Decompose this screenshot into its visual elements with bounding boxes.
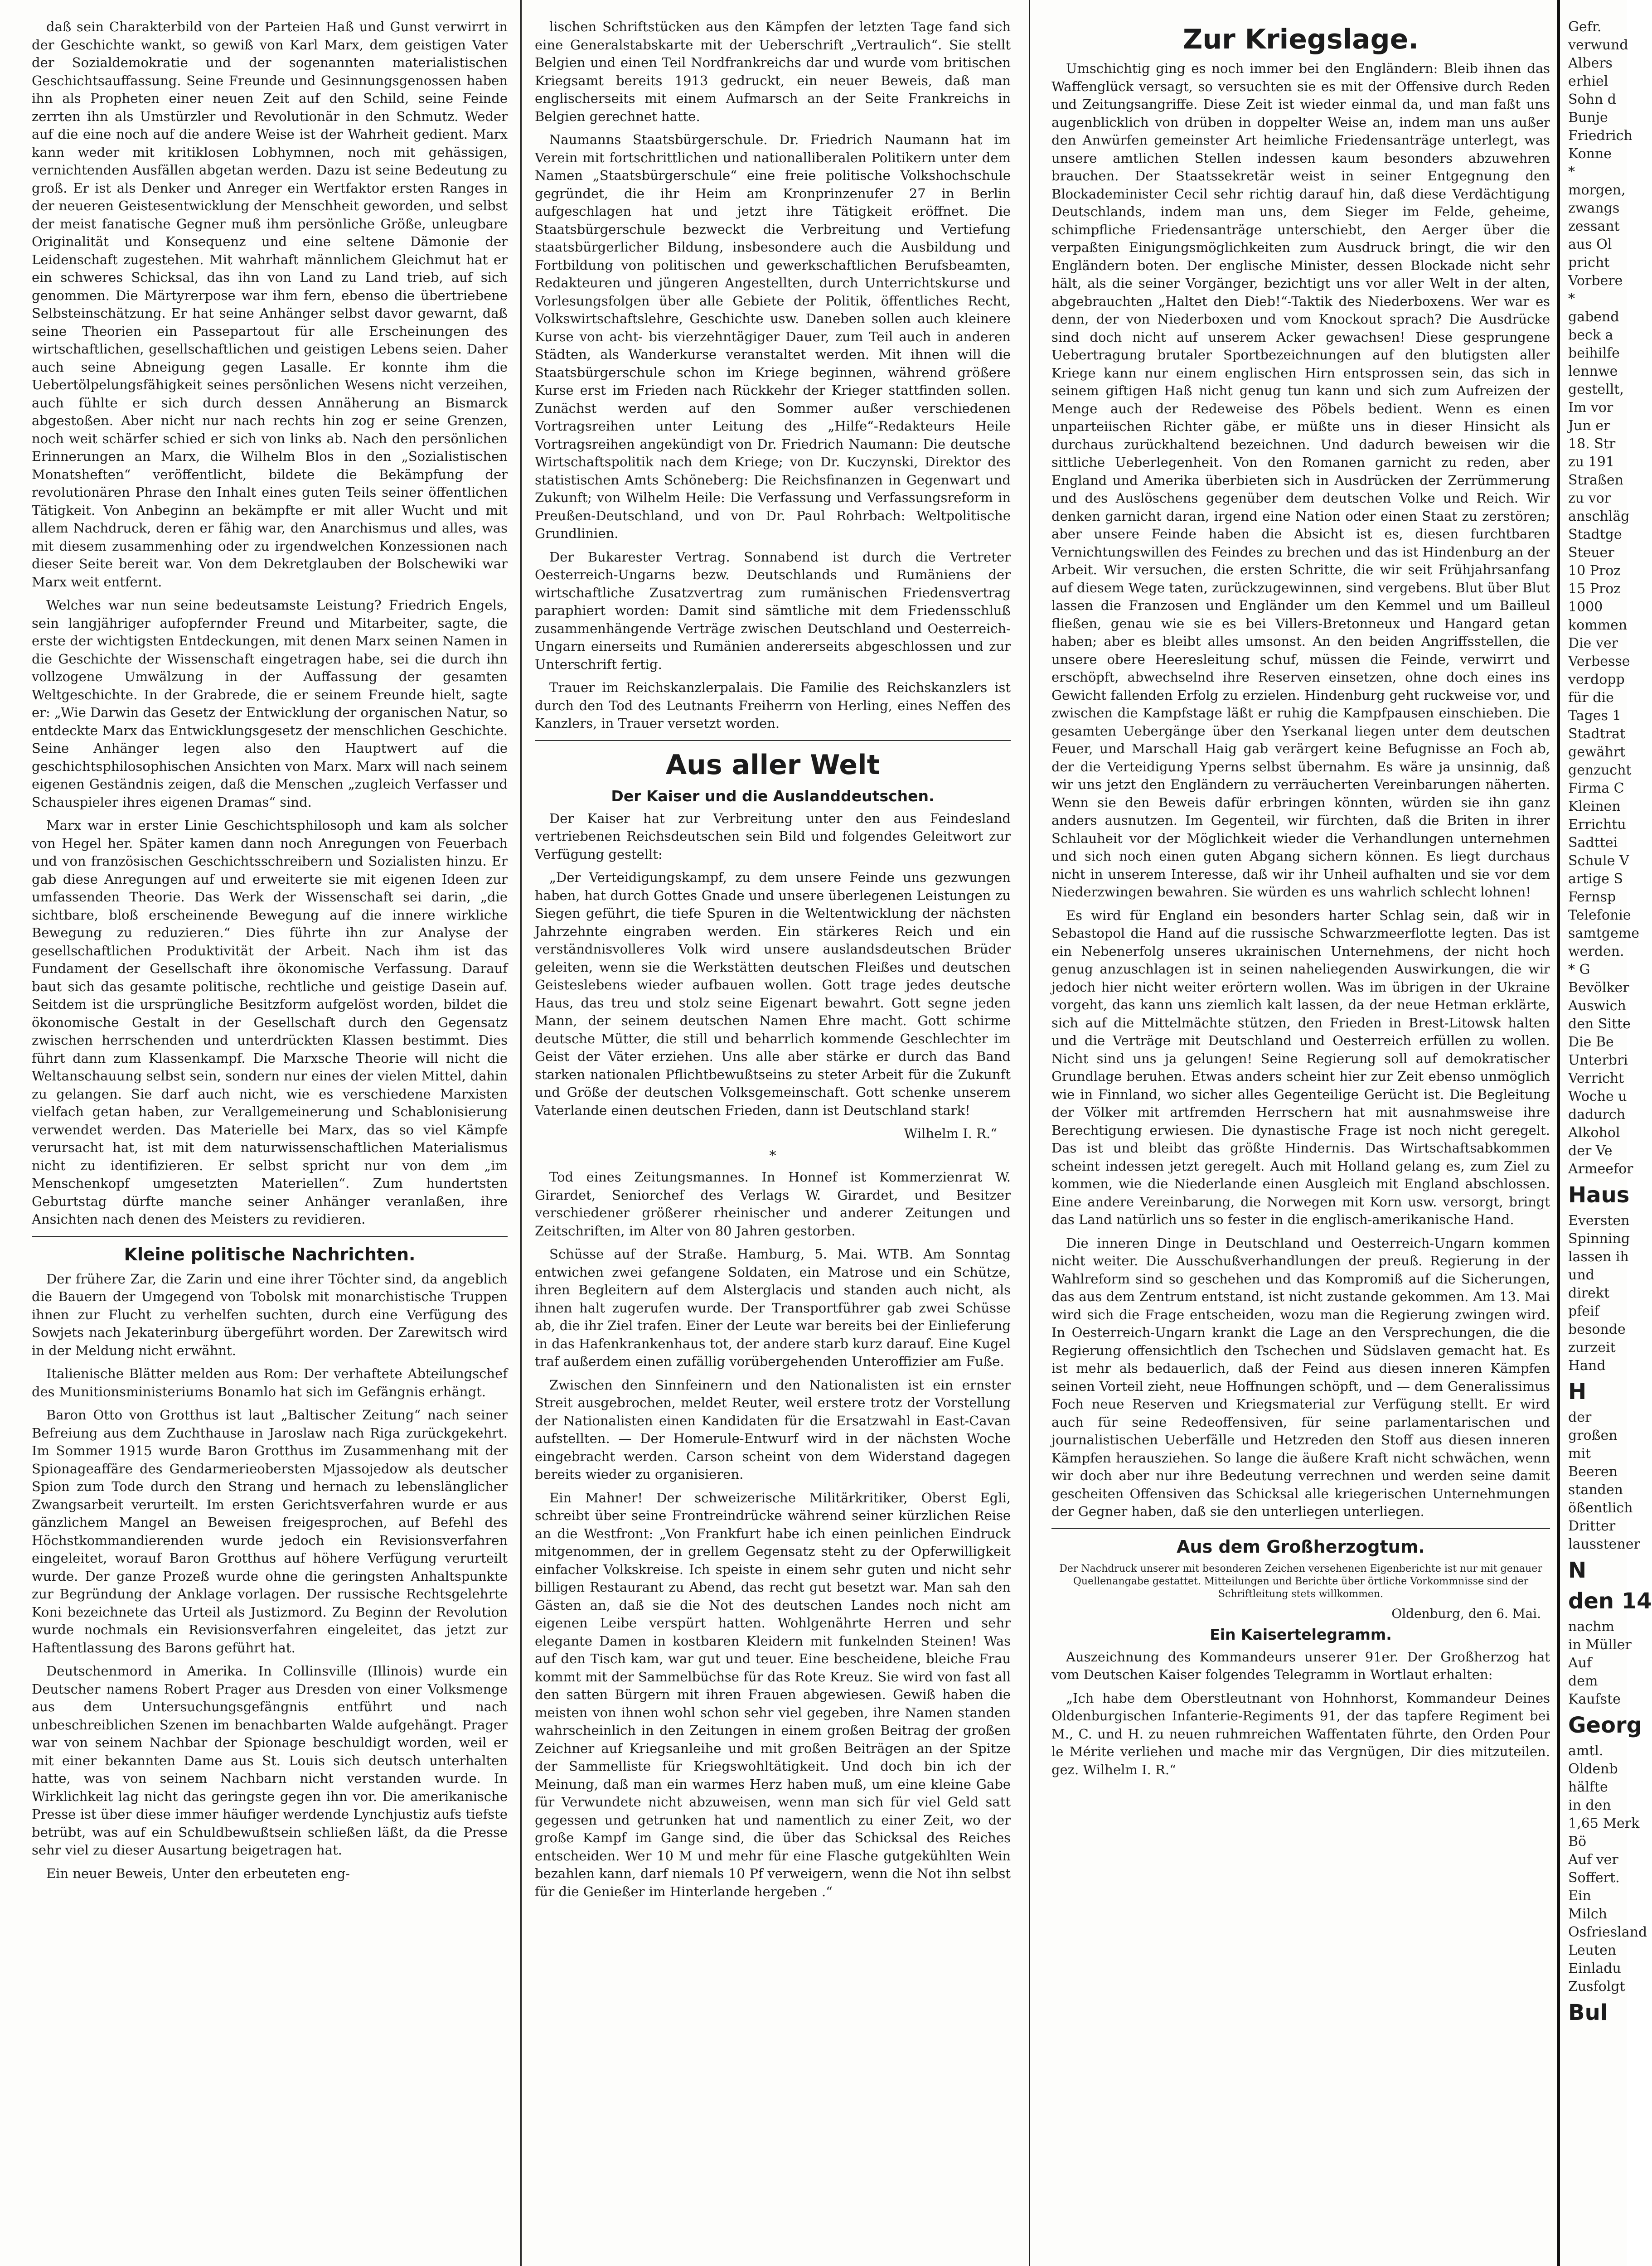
fragment-line: Zusfolgt [1568, 1979, 1625, 1995]
fragment-line: Stadtge [1568, 527, 1622, 542]
fragment-line: den 14 [1568, 1588, 1652, 1614]
fragment-line: Die Be [1568, 1034, 1614, 1050]
fragment-line: Schule V [1568, 853, 1629, 869]
telegram-paragraph: Auszeichnung des Kommandeurs unserer 91er. Der Großherzog hat vom Deutschen Kaiser folgendes Telegramm in Wortlaut erhalten: [1051, 1649, 1550, 1682]
fragment-line: gabend [1568, 309, 1619, 325]
fragment-line: Albers [1568, 55, 1613, 71]
news-item: Trauer im Reichskanzlerpalais. Die Familie des Reichskanzlers ist durch den Tod des Leutnants Freiherrn von Herling, eines Neffen des Kanzlers, in Trauer versetzt worden. [535, 680, 1011, 731]
news-item: Baron Otto von Grotthus ist laut „Baltischer Zeitung“ nach seiner Befreiung aus dem Zuchthause in Jaroslaw nach Riga zurückgekehrt. Im Sommer 1915 wurde Baron Grotthus im Zusammenhang mit der Spionageaffäre des Gendarmerieobersten Mjassojedow als deutscher Spion zum Tode durch den Strang und hernach zu lebenslänglicher Zwangsarbeit verurteilt. Im ersten Gerichtsverfahren wurde er aus gänzlichem Mangel an Beweisen freigesprochen, auf Befehl des Höchstkommandierenden wurde jedoch ein Revisionsverfahren eingeleitet, worauf Baron Grotthus auf höhere Verfügung verurteilt wurde. Der ganze Prozeß wurde ohne die geringsten Anhaltspunkte zur Begründung der Anklage vorlagen. Der russische Rechtsgelehrte Koni bezeichnete das Urteil als Justizmord. Zu Beginn der Revolution wurde nochmals ein Revisionsverfahren eingeleitet, das jetzt zur Haftentlassung des Barons geführt hat. [32, 1407, 508, 1656]
fragment-line: lausstener [1568, 1536, 1640, 1552]
news-item: Italienische Blätter melden aus Rom: Der verhaftete Abteilungschef des Munitionsministeriums Bonamlo hat sich im Gefängnis erhängt. [32, 1366, 508, 1399]
fragment-line: beihilfe [1568, 345, 1620, 361]
fragment-line: direkt [1568, 1285, 1610, 1301]
fragment-line: großen [1568, 1428, 1618, 1443]
fragment-line: und [1568, 1267, 1594, 1283]
fragment-line: Haus [1568, 1182, 1630, 1208]
fragment-line: aus Ol [1568, 237, 1612, 252]
marx-article-paragraph: Marx war in erster Linie Geschichtsphilosoph und kam als solcher von Hegel her. Später kamen dann noch Anregungen von Feuerbach und von französischen Geschichtsschreibern und Sozialisten hinzu. Er gab diese Anregungen auf und erweiterte sie mit eigenen Ideen zur umfassenden Theorie. Das Werk der Wissenschaft sei darin, „die sichtbare, bloß erscheinende Bewegung auf die innere wirkliche Bewegung zu reduzieren.“ Dies führte ihn zur Analyse der gesellschaftlichen Produktivität der Arbeit. Nach ihm ist das Fundament der Gesellschaft ihre ökonomische Verfassung. Darauf baut sich das gesamte politische, rechtliche und geistige Dasein auf. Seitdem ist die ursprüngliche Besitzform aufgelöst worden, bildet die ökonomische Gestalt in der Gesellschaft durch den Gegensatz zwischen herrschenden und unterdrückten Klassen bestimmt. Dies führt dann zum Klassenkampf. Die Marxsche Theorie will nicht die Weltanschauung selbst sein, sondern nur eines der vielen Mittel, dahin zu gelangen. Sie darf auch nicht, wie es verschiedene Marxisten vielfach getan haben, zur Verallgemeinerung und Schablonisierung verwendet werden. Das Materielle bei Marx, das so viel Kämpfe verursacht hat, ist mit dem naturwissenschaftlichen Materialismus nicht zu identifizieren. Er selbst spricht nur von dem „im Menschenkopf umgesetzten Materiellen“. Zum hundertsten Geburtstag dürfte manche seiner Anhänger veranlaßen, ihre Ansichten nach denen des Meisters zu revidieren. [32, 818, 508, 1227]
fragment-line: Gefr. [1568, 19, 1602, 35]
section-headline: Kleine politische Nachrichten. [124, 1244, 416, 1264]
column-2 [535, 18, 1011, 2266]
fragment-line: dadurch [1568, 1107, 1626, 1123]
war-article-paragraph: Umschichtig ging es noch immer bei den Engländern: Bleib ihnen das Waffenglück versagt, so versuchten sie es mit der Offensive durch Reden und Zeitungsangriffe. Diese Zeit ist wieder einmal da, und man faßt uns augenblicklich von drüben in doppelter Weise an, indem man uns außer den Anwürfen gemeinster Art heimliche Friedensanträge unterlegt, was unsere amtlichen Stellen indessen kaum besonders abzuwehren brauchen. Der Staatssekretär weist in seiner Entgegnung den Blockademinister Cecil sehr richtig darauf hin, daß diese Verdächtigung Deutschlands, indem man uns, dem Sieger im Felde, geheime, schimpfliche Friedensanträge unterschiebt, den Aerger über die verpaßten Einigungsmöglichkeiten zum Ausdruck bringt, die wir den Engländern boten. Der englische Minister, dessen Blockade nicht sehr hält, als die seiner Vorgänger, bezichtigt uns vor aller Welt in der alten, abgebrauchten „Haltet den Dieb!“-Taktik des Niederboxens. Wer war es denn, der von Niederboxen und vom Knockout sprach? Die Ausdrücke sind doch nicht auf unserem Acker gewachsen! Diese gesprungene Uebertragung brutaler Sportbezeichnungen auf den blutigsten aller Kriege kann nur einem englischen Hirn entsprossen sein, das sich in seinem giftigen Haß nicht genug tun kann und sich zum Aufreizen der Menge auch der Redeweise des Pöbels bedient. Wenn es einen unparteiischen Richter gäbe, er müßte uns in dieser Hinsicht als durchaus zurückhaltend bezeichnen. Und dadurch beweisen wir die sittliche Ueberlegenheit. Von den Romanen garnicht zu reden, aber England und Amerika überbieten sich in Ausdrücken der Zerrümmerung und des Auslöschens gegenüber dem deutschen Volke und Reich. Wir denken garnicht daran, irgend eine Nation oder einen Staat zu zerstören; aber unsere Feinde haben die Absicht ist es, diesen furchtbaren Vernichtungswillen des Feindes zu brechen und das ist Hindenburg an der Arbeit. Wir versuchen, die ersten Schritte, die wir seit Frühjahrsanfang auf diesem Wege taten, zurückzugewinnen, sind vergebens. Blut über Blut lassen die Franzosen und Engländer um den Kemmel und um Bailleul fließen, genau wie sie es bei Villers-Bretonneux und Hangard getan haben; aber es bleibt alles umsonst. An den beiden Angriffsstellen, die unsere obere Heeresleitung schuf, müssen die Feinde, verwirrt und erschöpft, abwechselnd ihre Reserven einsetzen, ohne doch eines ins Gewicht fallenden Erfolg zu erzielen. Hindenburg geht ruckweise vor, und zwischen die Kampfstage läßt er ruhig die Kampfpausen einschieben. Die gesamten Uebergänge über den Yserkanal liegen unter dem deutschen Feuer, und Marschall Haig gab verärgert keine Befugnisse an Foch ab, der die Verteidigung Yperns selbst übernahm. Es wäre ja unsinnig, daß wir uns jetzt den Engländern zu verräucherten Vereinbarungen näherten. Wenn sie den Beweis dafür erbringen könnten, würden sie ihn ganz anders ausnutzen. Im Gegenteil, wir fürchten, daß die Briten in ihrer Schlauheit vor der Möglichkeit wieder die Verhandlungen unternehmen und sich noch einen guten Abgang sichern können. Es liegt durchaus nicht in unserem Interesse, daß wir ihr Unheil aufhalten und sie vor dem Niederzwingen bewahren. Sie würden es uns wahrlich schlecht lohnen! [1051, 61, 1550, 900]
fragment-line: Milch [1568, 1906, 1608, 1922]
fragment-line: Straßen [1568, 472, 1623, 488]
section-headline: Aus aller Welt [665, 749, 880, 781]
fragment-line: Auswich [1568, 998, 1626, 1014]
fragment-line: 1000 [1568, 599, 1603, 615]
fragment-line: beck a [1568, 327, 1613, 343]
fragment-line: Leuten [1568, 1942, 1617, 1958]
news-item: lischen Schriftstücken aus den Kämpfen der letzten Tage fand sich eine Generalstabskarte mit der Ueberschrift „Vertraulich“. Sie stellt Belgien und einen Teil Nordfrankreichs dar und wurde vom britischen Kriegsamt bereits 1913 gedruckt, ein neuer Beweis, daß man englischerseits mit einem Aufmarsch an der Seite Frankreichs in Belgien gerechnet hatte. [535, 19, 1011, 124]
fragment-line: zwangs [1568, 200, 1620, 216]
fragment-line: 15 Proz [1568, 581, 1621, 597]
fragment-line: für die [1568, 690, 1614, 706]
fragment-line: Tages 1 [1568, 708, 1621, 724]
fragment-line: erhiel [1568, 73, 1608, 89]
fragment-line: Firma C [1568, 780, 1624, 796]
fragment-line: * [1568, 291, 1575, 307]
news-item: Der frühere Zar, die Zarin und eine ihrer Töchter sind, da angeblich die Bauern der Umgegend von Tobolsk mit monarchistische Truppen ihnen zur Flucht zu verhelfen suchten, durch eine Verfügung des Sowjets nach Jekaterinburg übergeführt worden. Der Zarewitsch wird in der Meldung nicht erwähnt. [32, 1271, 508, 1358]
fragment-line: Telefonie [1568, 907, 1631, 923]
fragment-line: pfeif [1568, 1303, 1599, 1319]
article-subheadline: Der Kaiser und die Auslanddeutschen. [611, 787, 935, 805]
news-item: Ein neuer Beweis, Unter den erbeuteten eng- [46, 1865, 350, 1881]
asterisk-separator: * [769, 1148, 776, 1164]
section-divider [1051, 1528, 1550, 1529]
marx-article-paragraph: daß sein Charakterbild von der Parteien Haß und Gunst verwirrt in der Geschichte wankt, so gewiß von Karl Marx, dem geistigen Vater der Sozialdemokratie und der sogenannten materialistischen Geschichtsauffassung. Seine Freunde und Gesinnungsgenossen haben ihn als Propheten einer neuen Zeit auf den Schild, seine Feinde zerrten ihn als Umstürzler und Revolutionär in den Schmutz. Weder auf die eine noch auf die andere Weise ist der Wahrheit gedient. Marx kann weder mit kritiklosen Lobhymnen, noch mit gehässigen, vernichtenden Ausfällen abgetan werden. Dazu ist seine Bedeutung zu groß. Er ist als Denker und Anreger ein Wertfaktor ersten Ranges in der neueren Geistesentwicklung der Menschheit geworden, und selbst der meist fanatische Gegner muß ihm persönliche Größe, unleugbare Originalität und Konsequenz und eine seltene Dämonie der Leidenschaft zugestehen. Mit wahrhaft männlichem Gleichmut hat er ein schweres Schicksal, das ihn von Land zu Land trieb, auf sich genommen. Die Märtyrerpose war ihm fern, ebenso die übertriebene Selbsteinschätzung. Er hat seine Anhänger selbst davor gewarnt, daß seine Theorien ein Passepartout für alle Erscheinungen des wirtschaftlichen, gesellschaftlichen und geistigen Lebens seien. Daher auch seine Abneigung gegen Lasalle. Er konnte ihm die Uebertölpelungsfähigkeit seines persönlichen Wesens nicht verzeihen, auch fühlte er sich durch dessen Annäherung an Bismarck abgestoßen. Aber nicht nur nach rechts hin zog er seine Grenzen, noch weit schärfer schied er sich von links ab. Nach den persönlichen Erinnerungen an Marx, die Wilhelm Blos in den „Sozialistischen Monatsheften“ veröffentlicht, bildete die Bekämpfung der revolutionären Phrase den Inhalt eines guten Teils seiner öffentlichen Tätigkeit. Von Anbeginn an bekämpfte er mit aller Wucht und mit allem Nachdruck, deren er fähig war, den Anarchismus und alles, was mit diesem zusammenhing oder zu irgendwelchen Konzessionen nach dieser Seite bereit war. Von dem Dekretglauben der Bolschewiki war Marx weit entfernt. [32, 19, 508, 590]
kaiser-signature: Wilhelm I. R.“ [904, 1126, 997, 1141]
fragment-line: zessant [1568, 218, 1620, 234]
fragment-line: Verbesse [1568, 654, 1630, 669]
fragment-line: Oldenb [1568, 1761, 1618, 1777]
news-item: Zwischen den Sinnfeinern und den Nationalisten ist ein ernster Streit ausgebrochen, meldet Reuter, weil erstere trotz der Vorstellung der Nationalisten einen Kandidaten für die Ersatzwahl in East-Cavan aufstellten. — Der Homerule-Entwurf wird in der nächsten Woche eingebracht werden. Carson scheint von dem Widerstand dagegen bereits wieder zu organisieren. [535, 1377, 1011, 1482]
fragment-line: Beeren [1568, 1464, 1618, 1480]
fragment-line: Kaufste [1568, 1691, 1621, 1707]
marx-article-paragraph: Welches war nun seine bedeutsamste Leistung? Friedrich Engels, sein langjähriger aufopfernder Freund und Mitarbeiter, sagte, die erste der wichtigsten Entdeckungen, mit denen Marx seinen Namen in die Geschichte der Wissenschaft eingetragen habe, sei die durch ihn vollzogene Umwälzung in der Auffassung der gesamten Weltgeschichte. In der Grabrede, die er seinem Freunde hielt, sagte er: „Wie Darwin das Gesetz der Entwicklung der organischen Natur, so entdeckte Marx das Entwicklungsgesetz der menschlichen Geschichte. Seine Anhänger legen also den Hauptwert auf die geschichtsphilosophischen Ansichten von Marx. Marx will nach seinem eigenen Geständnis zeigen, daß die Menschen „zugleich Verfasser und Schauspieler ihres eigenen Dramas“ sind. [32, 597, 508, 810]
fragment-line: artige S [1568, 871, 1623, 887]
fragment-line: pricht [1568, 255, 1610, 271]
column-rule [520, 0, 522, 2266]
fragment-line: anschläg [1568, 508, 1630, 524]
fragment-line: Armeefor [1568, 1161, 1633, 1177]
section-headline: Zur Kriegslage. [1182, 24, 1419, 55]
fragment-line: verdopp [1568, 672, 1625, 688]
fragment-line: * [1568, 164, 1575, 180]
fragment-line: * G [1568, 962, 1590, 978]
fragment-line: amtl. [1568, 1743, 1604, 1759]
fragment-line: genzucht [1568, 762, 1632, 778]
fragment-line: Bunje [1568, 110, 1608, 126]
fragment-line: Steuer [1568, 545, 1614, 561]
fragment-line: H [1568, 1379, 1587, 1404]
reprint-note: Der Nachdruck unserer mit besonderen Zeichen versehenen Eigenberichte ist nur mit genauer Quellenangabe gestattet. Mitteilungen und Berichte über örtliche Vorkommnisse sind der Schriftleitung stets willkommen. [1059, 1563, 1542, 1600]
telegram-paragraph: „Ich habe dem Oberstleutnant von Hohnhorst, Kommandeur Deines Oldenburgischen Infanterie-Regiments 91, der das tapfere Regiment bei M., C. und H. zu neuen ruhmreichen Waffentaten führte, den Orden Pour le Mérite verliehen und mache mir das Vergnügen, Dir dies mitzuteilen. gez. Wilhelm I. R.“ [1051, 1690, 1550, 1777]
fragment-line: der [1568, 1409, 1592, 1425]
fragment-line: Fernsp [1568, 889, 1616, 905]
news-item: Schüsse auf der Straße. Hamburg, 5. Mai. WTB. Am Sonntag entwichen zwei gefangene Soldaten, ein Matrose und ein Schütze, ihren Begleitern auf dem Alsterglacis und standen auch nicht, als ihnen halt zugerufen wurde. Der Transportführer gab zwei Schüsse ab, die ihr Ziel trafen. Einer der Leute war bereits bei der Einlieferung in das Hafenkrankenhaus tot, der andere starb kurz darauf. Eine Kugel traf außerdem einen zufällig vorübergehenden Unteroffizier am Fuße. [535, 1246, 1011, 1369]
fragment-line: in den [1568, 1797, 1611, 1813]
fragment-line: Einladu [1568, 1961, 1621, 1976]
news-item: Der Bukarester Vertrag. Sonnabend ist durch die Vertreter Oesterreich-Ungarns bezw. Deutschlands und Rumäniens der wirtschaftliche Zusatzvertrag zum rumänischen Friedensvertrag paraphiert worden: Damit sind sämtliche mit dem Friedensschluß zusammenhängende Verträge zwischen Deutschland und Oesterreich-Ungarn einerseits und Rumänien andererseits abgeschlossen und zur Unterschrift fertig. [535, 549, 1011, 672]
fragment-line: Ein [1568, 1888, 1591, 1904]
fragment-line: zu 191 [1568, 454, 1614, 470]
fragment-line: Bevölker [1568, 980, 1629, 996]
fragment-line: Dritter [1568, 1518, 1616, 1534]
column-rule [1029, 0, 1030, 2266]
fragment-line: besonde [1568, 1322, 1626, 1337]
fragment-line: Stadtrat [1568, 726, 1626, 742]
fragment-line: Soffert. [1568, 1870, 1620, 1886]
fragment-line: lassen ih [1568, 1249, 1629, 1265]
fragment-line: Osfriesland [1568, 1924, 1647, 1940]
fragment-line: N [1568, 1558, 1587, 1583]
section-headline: Aus dem Großherzogtum. [1177, 1536, 1425, 1557]
fragment-line: Kleinen [1568, 799, 1621, 814]
section-divider [535, 740, 1011, 741]
fragment-line: zurzeit [1568, 1340, 1616, 1356]
article-subheadline: Ein Kaisertelegramm. [1210, 1625, 1392, 1643]
fragment-line: Woche u [1568, 1089, 1627, 1104]
fragment-line: Sadttei [1568, 835, 1618, 851]
fragment-line: Konne [1568, 146, 1612, 162]
news-item: Deutschenmord in Amerika. In Collinsville (Illinois) wurde ein Deutscher namens Robert Prager aus Dresden von einer Volksmenge aus dem Untersuchungsgefängnis entführt und nach unbeschreiblichen Szenen im benachbarten Walde aufgehängt. Prager war von seinem Nachbar der Spionage beschuldigt worden, weil er mit einer bekannten Dame aus St. Louis sich deutsch unterhalten hatte, was von seinem Nachbarn nicht verstanden wurde. In Wirklichkeit lag nicht das geringste gegen ihn vor. Die amerikanische Presse ist über diese immer häufiger werdende Lynchjustiz aufs tiefste betrübt, was auf ein Schuldbewußtsein schließen läßt, da die Presse sehr viel zu dieser Ausartung beigetragen hat. [32, 1663, 508, 1858]
fragment-line: Unterbri [1568, 1052, 1628, 1068]
fragment-line: Auf ver [1568, 1852, 1618, 1868]
news-item: Naumanns Staatsbürgerschule. Dr. Friedrich Naumann hat im Verein mit fortschrittlichen und nationalliberalen Politikern unter dem Namen „Staatsbürgerschule“ eine freie politische Volkshochschule gegründet, die ihr Heim am Kronprinzenufer 27 in Berlin aufgeschlagen hat und jetzt ihre Tätigkeit eröffnet. Die Staatsbürgerschule bezweckt die Verbreitung und Vertiefung staatsbürgerlicher Bildung, insbesondere auch die Ausbildung und Fortbildung von politischen und gewerkschaftlichen Berufsbeamten, Redakteuren und jüngeren Angestellten, durch Unterrichtskurse und Vorlesungsfolgen über alle Gebiete der Politik, öffentliches Recht, Volkswirtschaftslehre, Geschichte usw. Daneben sollen auch kleinere Kurse von acht- bis vierzehntägiger Dauer, zum Teil auch in anderen Städten, als Wanderkurse veranstaltet werden. Mit ihnen will die Staatsbürgerschule schon im Kriege beginnen, während größere Kurse erst im Frieden nach Rückkehr der Krieger stattfinden sollen. Zunächst werden auf den Sommer außer verschiedenen Vortragsreihen unter Leitung des „Hilfe“-Redakteurs Heile Vortragsreihen angekündigt von Dr. Friedrich Naumann: Die deutsche Wirtschaftspolitik nach dem Kriege; von Dr. Kuczynski, Direktor des statistischen Amts Schöneberg: Die Reichsfinanzen in Gegenwart und Zukunft; von Wilhelm Heile: Die Verfassung und Verfassungsreform in Preußen-Deutschland, und von Dr. Paul Rohrbach: Weltpolitische Grundlinien. [535, 132, 1011, 541]
fragment-line: Verricht [1568, 1070, 1624, 1086]
fragment-line: Spinning [1568, 1231, 1630, 1247]
war-article-paragraph: Es wird für England ein besonders harter Schlag sein, daß wir in Sebastopol die Hand auf die russische Schwarzmeerflotte legten. Das ist ein Nebenerfolg unseres ukrainischen Unternehmens, der nicht hoch genug anzuschlagen ist in seinen naheliegenden Auswirkungen, die wir jedoch hier nicht weiter erörtern wollen. Was im übrigen in der Ukraine vorgeht, das kann uns ziemlich kalt lassen, da der neue Hetman erklärte, sich auf die Mittelmächte stützen, den Frieden in Brest-Litowsk halten und die Verträge mit Deutschland und Oesterreich erfüllen zu wollen. Nicht sind uns ja gelungen! Seine Regierung soll auf demokratischer Grundlage beruhen. Etwas anders scheint hier zur Zeit ebenso unmöglich wie in Finnland, wo sicher alles Gegenteilige Gerücht ist. Die Begleitung der Völker mit artfremden Herrschern hat mit ausnahmsweise ihre Berechtigung erwiesen. Die dynastische Frage ist noch nicht geregelt. Das ist und bleibt das größte Hindernis. Das Wirtschaftsabkommen scheint indessen jetzt geregelt. Auch mit Holland gelang es, zum Ziel zu kommen, wie die Niederlande einen Ausgleich mit England abschlossen. Eine andere Vereinbarung, die Norwegen mit Korn usw. versorgt, bringt das Land natürlich uns so fester in die englisch-amerikanische Hand. [1051, 907, 1550, 1227]
fragment-line: kommen [1568, 617, 1628, 633]
column-1 [32, 18, 508, 2266]
fragment-line: werden. [1568, 944, 1624, 959]
fragment-line: Friedrich [1568, 128, 1633, 144]
fragment-line: Sohn d [1568, 92, 1616, 107]
fragment-line: Vorbere [1568, 273, 1623, 289]
fragment-line: samtgeme [1568, 925, 1639, 941]
fragment-line: Hand [1568, 1358, 1606, 1374]
news-item: Tod eines Zeitungsmannes. In Honnef ist Kommerzienrat W. Girardet, Seniorchef des Verlags W. Girardet, und Besitzer verschiedener größerer rheinischer und anderer Zeitungen und Zeitschriften, im Alter von 80 Jahren gestorben. [535, 1169, 1011, 1239]
fragment-line: Bul [1568, 2000, 1608, 2025]
fragment-line: hälfte [1568, 1779, 1608, 1795]
fragment-line: nachm [1568, 1619, 1614, 1635]
page-gutter [1557, 0, 1560, 2266]
fragment-line: 18. Str [1568, 436, 1616, 452]
section-divider [32, 1236, 508, 1237]
fragment-line: Georg [1568, 1713, 1642, 1738]
news-item: Ein Mahner! Der schweizerische Militärkritiker, Oberst Egli, schreibt über seine Frontreindrücke während seiner kürzlichen Reise an die Westfront: „Von Frankfurt habe ich einen peinlichen Eindruck mitgenommen, der in grellem Gegensatz steht zu der Opferwilligkeit einfacher Volkskreise. Ich speiste in einem sehr guten und nicht sehr billigen Restaurant zu Abend, das recht gut besetzt war. Man sah den Gästen an, daß sie die Not des deutschen Landes noch nicht am eigenen Leibe verspürt hatten. Wohlgenährte Herren und sehr elegante Damen in kostbaren Kleidern mit funkelnden Steinen! Was auf den Tisch kam, war gut und teuer. Eine bescheidene, bleiche Frau kommt mit der Sammelbüchse für das Rote Kreuz. Sie wird von fast all den satten Bürgern mit ihren Frauen abgewiesen. Gewiß haben die meisten von ihnen wohl schon sehr viel gegeben, ihre Namen standen wahrscheinlich in den Zeitungen in einem großen Beitrag der großen Zeichner auf Kriegsanleihe und mit großen Beiträgen an der Spitze der Sammelliste für Kriegswohltätigkeit. Und doch bin ich der Meinung, daß man ein warmes Herz haben muß, um eine kleine Gabe für Verwundete nicht abzuweisen, wenn man sich für viel Geld satt gegessen und getrunken hat und namentlich zu einer Zeit, wo der große Kampf im Gange sind, die über das Schicksal des Reiches entscheiden. Wer 10 M und mehr für eine Flasche gutgekühlten Wein bezahlen kann, darf niemals 10 Pf verweigern, wenn die Not ihn selbst für die Genießer im Hinterlande hergeben .“ [535, 1490, 1011, 1899]
fragment-line: Alkohol [1568, 1125, 1620, 1141]
war-article-paragraph: Die inneren Dinge in Deutschland und Oesterreich-Ungarn kommen nicht weiter. Die Ausschußverhandlungen der preuß. Regierung in der Wahlreform sind so geschehen und das Kompromiß auf die Sicherungen, das aus dem Zentrum entstand, ist nicht zustande gekommen. Am 13. Mai wird sich die Frage entscheiden, wozu man die Regierung zwingen wird. In Oesterreich-Ungarn krankt die Lage an den Versprechungen, die die Regierung offensichtlich den Tschechen und Südslaven gemacht hat. Es ist mehr als bedauerlich, daß der Feind aus diesen inneren Kämpfen seinen Vorteil zieht, neue Hoffnungen schöpft, und — dem Generalissimus Foch neue Reserven und Kriegsmaterial zur Verfügung stellt. Er wird auch für seine Redeoffensiven, für seine parlamentarischen und journalistischen Ueberfälle und Hetzreden den Stoff aus diesen inneren Kämpfen herausziehen. So lange die äußere Kraft nicht schwächen, wenn wir doch aber nur ihre Bedeutung verrechnen und werden seine damit gescheiten Offensiven das Schicksal alle kriegerischen Unternehmungen der Gegner haben, daß sie den unterliegen unterliegen. [1051, 1235, 1550, 1519]
column-3 [1051, 18, 1550, 2266]
fragment-line: mit [1568, 1446, 1591, 1462]
fragment-line: Auf [1568, 1655, 1592, 1671]
fragment-line: standen [1568, 1482, 1623, 1498]
kaiser-paragraph: Der Kaiser hat zur Verbreitung unter den aus Feindesland vertriebenen Reichsdeutschen sein Bild und folgendes Geleitwort zur Verfügung gestellt: [535, 810, 1011, 862]
fragment-line: ößentlich [1568, 1500, 1633, 1516]
fragment-line: Im vor [1568, 400, 1613, 416]
dateline: Oldenburg, den 6. Mai. [1391, 1606, 1541, 1621]
fragment-line: in Müller [1568, 1637, 1632, 1653]
fragment-line: gestellt, [1568, 382, 1624, 397]
fragment-line: 1,65 Merk [1568, 1816, 1640, 1831]
fragment-line: 10 Proz [1568, 563, 1621, 579]
fragment-line: verwund [1568, 37, 1628, 53]
fragment-line: lennwe [1568, 363, 1618, 379]
fragment-line: Jun er [1568, 418, 1610, 434]
kaiser-paragraph: „Der Verteidigungskampf, zu dem unsere Feinde uns gezwungen haben, hat durch Gottes Gnade und unsere überlegenen Leistungen zu Siegen geführt, die tiefe Spuren in die Weltentwicklung der nächsten Jahrzehnte eingraben werden. Ein stärkeres Reich und ein verständnisvolleres Volk wird unsere auslandsdeutschen Brüder geleiten, wenn sie die Werkstätten deutschen Fleißes und deutschen Geisteslebens wieder aufbauen wollen. Gott trage jedes deutsche Haus, das treu und stolz seine Eigenart bewahrt. Gott segne jeden Mann, der seinem deutschen Namen Ehre macht. Gott schirme deutsche Mütter, die still und beharrlich kommende Geschlechter im Geist der Väter erziehen. Uns alle aber stärke er durch das Band starken nationalen Pflichtbewußtseins zu steter Arbeit für die Zukunft und Größe der deutschen Volksgemeinschaft. Gott schenke unserem Vaterlande einen deutschen Frieden, dann ist Deutschland stark! [535, 870, 1011, 1118]
fragment-line: morgen, [1568, 182, 1626, 198]
fragment-line: zu vor [1568, 490, 1611, 506]
fragment-line: Die ver [1568, 635, 1618, 651]
fragment-line: Eversten [1568, 1213, 1630, 1229]
column-4-fragments [1568, 18, 1652, 2266]
fragment-line: der Ve [1568, 1143, 1613, 1159]
fragment-line: den Sitte [1568, 1016, 1631, 1032]
fragment-line: Bö [1568, 1834, 1587, 1850]
fragment-line: gewährt [1568, 744, 1626, 760]
fragment-line: dem [1568, 1673, 1598, 1689]
fragment-line: Errichtu [1568, 817, 1626, 833]
